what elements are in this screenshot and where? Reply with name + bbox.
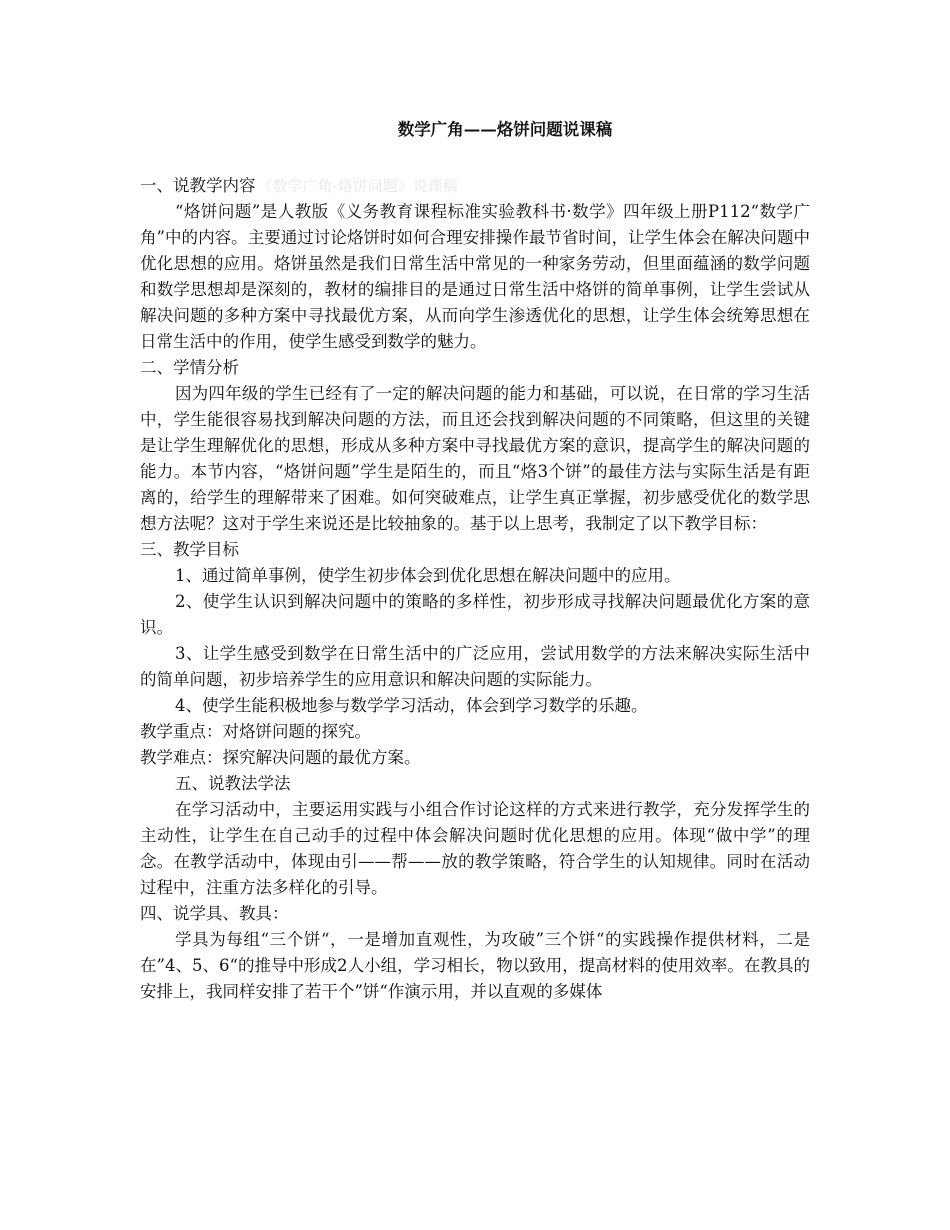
section-2-heading: 二、学情分析 xyxy=(140,358,239,377)
goal-2: 2、使学生认识到解决问题中的策略的多样性，初步形成寻找解决问题最优化方案的意识。 xyxy=(140,592,810,637)
goal-3: 3、让学生感受到数学在日常生活中的广泛应用，尝试用数学的方法来解决实际生活中的简单问题，初步培养学生的应用意识和解决问题的实际能力。 xyxy=(140,644,810,689)
goal-4: 4、使学生能积极地参与数学学习活动，体会到学习数学的乐趣。 xyxy=(175,696,648,715)
section-3-heading: 三、教学目标 xyxy=(140,540,239,559)
goal-1: 1、通过简单事例，使学生初步体会到优化思想在解决问题中的应用。 xyxy=(175,566,681,585)
faint-watermark-text: 《数学广角-烙饼问题》说课稿 xyxy=(257,177,458,195)
section-2-paragraph: 因为四年级的学生已经有了一定的解决问题的能力和基础，可以说，在日常的学习生活中，学生能很容易找到解决问题的方法，而且还会找到解决问题的不同策略，但这里的关键是让学生理解优化的思想，形成从多种方案中寻找最优方案的意识，提高学生的解决问题的能力。本节内容，“烙饼问题”学生是陌生的，而且“烙3个饼”的最佳方法与实际生活是有距离的，给学生的理解带来了困难。如何突破难点，让学生真正掌握，初步感受优化的数学思想方法呢？这对于学生来说还是比较抽象的。基于以上思考，我制定了以下教学目标： xyxy=(140,384,810,533)
key-point: 教学重点：对烙饼问题的探究。 xyxy=(140,722,371,741)
difficult-point: 教学难点：探究解决问题的最优方案。 xyxy=(140,748,421,767)
document-title: 数学广角——烙饼问题说课稿 xyxy=(397,120,613,139)
section-4-paragraph: 学具为每组“三个饼“，一是增加直观性，为攻破”三个饼“的实践操作提供材料，二是在”4、5、6“的推导中形成2人小组，学习相长，物以致用，提高材料的使用效率。在教具的安排上，我同样安排了若干个”饼“作演示用，并以直观的多媒体 xyxy=(140,930,810,1001)
section-4-heading: 四、说学具、教具： xyxy=(140,904,289,923)
section-1-heading xyxy=(140,173,810,199)
section-5-paragraph: 在学习活动中，主要运用实践与小组合作讨论这样的方式来进行教学，充分发挥学生的主动性，让学生在自己动手的过程中体会解决问题时优化思想的应用。体现“做中学”的理念。在教学活动中，体现由引——帮——放的教学策略，符合学生的认知规律。同时在活动过程中，注重方法多样化的引导。 xyxy=(140,800,810,897)
section-1-paragraph: “烙饼问题”是人教版《义务教育课程标准实验教科书·数学》四年级上册P112“数学广角”中的内容。主要通过讨论烙饼时如何合理安排操作最节省时间，让学生体会在解决问题中优化思想的应用。烙饼虽然是我们日常生活中常见的一种家务劳动，但里面蕴涵的数学问题和数学思想却是深刻的，教材的编排目的是通过日常生活中烙饼的简单事例，让学生尝试从解决问题的多种方案中寻找最优方案，从而向学生渗透优化的思想，让学生体会统筹思想在日常生活中的作用，使学生感受到数学的魅力。 xyxy=(140,202,810,351)
document-body xyxy=(140,173,810,1005)
section-5-heading: 五、说教法学法 xyxy=(175,774,291,793)
section-1-heading-text: 一、说教学内容 xyxy=(140,176,256,195)
